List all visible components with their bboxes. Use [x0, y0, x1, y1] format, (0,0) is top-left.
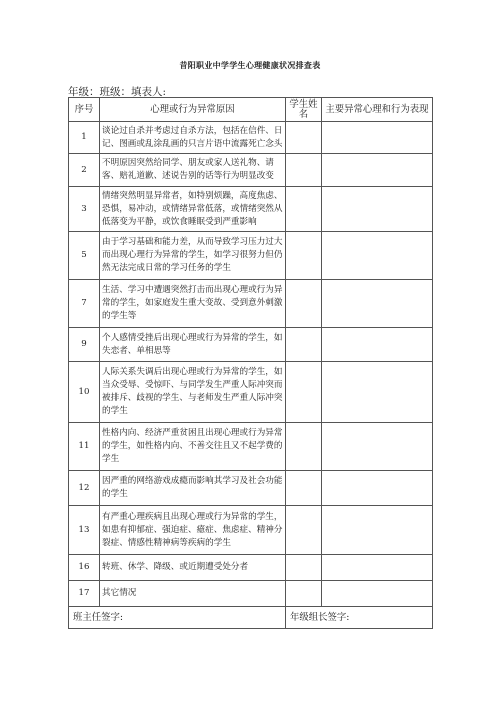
table-row	[69, 362, 433, 423]
symptoms-cell[interactable]	[322, 280, 433, 328]
row-reason	[100, 187, 286, 232]
row-reason	[100, 423, 286, 471]
student-name-cell[interactable]	[286, 122, 322, 154]
row-reason-text: 有严重心理疾病且出现心理或行为异常的学生，如患有抑郁症、强迫症、癔症、焦虑症、精神分裂症、情感性精神病等疾病的学生	[102, 511, 283, 548]
student-name-cell[interactable]	[286, 555, 322, 581]
document-title: 昔阳职业中学学生心理健康状况排查表	[179, 60, 321, 70]
symptoms-cell[interactable]	[322, 154, 433, 187]
symptoms-cell[interactable]	[322, 328, 433, 362]
col-header-symptoms: 主要异常心理和行为表现	[322, 98, 433, 122]
student-name-cell[interactable]	[286, 471, 322, 506]
row-number: 16	[69, 555, 100, 581]
row-reason	[100, 581, 286, 607]
row-reason-text: 不明原因突然给同学、朋友或家人送礼物、请客、赔礼道歉、述说告别的话等行为明显改变	[102, 158, 274, 181]
row-reason	[100, 154, 286, 187]
student-name-cell[interactable]	[286, 280, 322, 328]
col-header-number: 序号	[69, 98, 100, 122]
student-name-cell[interactable]	[286, 506, 322, 555]
student-name-cell[interactable]	[286, 362, 322, 423]
row-reason-text: 转班、休学、降级、或近期遭受处分者	[102, 562, 249, 572]
row-number: 9	[69, 328, 100, 362]
row-number: 13	[69, 506, 100, 555]
symptoms-cell[interactable]	[322, 471, 433, 506]
signature-row	[69, 607, 433, 629]
row-reason	[100, 555, 286, 581]
row-number: 3	[69, 187, 100, 232]
row-number: 10	[69, 362, 100, 423]
student-name-cell[interactable]	[286, 232, 322, 280]
table-row	[69, 506, 433, 555]
row-reason	[100, 280, 286, 328]
row-reason	[100, 122, 286, 154]
row-reason	[100, 506, 286, 555]
row-reason	[100, 362, 286, 423]
meta-line: 年级：班级：填表人:	[68, 86, 167, 98]
row-reason-text: 生活、学习中遭遇突然打击而出现心理或行为异常的学生，如家庭发生重大变故、受到意外刺激的学生等	[102, 285, 283, 321]
row-number: 7	[69, 280, 100, 328]
row-reason-text: 因严重的网络游戏成瘾而影响其学习及社会功能的学生	[102, 476, 283, 499]
col-header-reason: 心理或行为异常原因	[100, 98, 286, 122]
table-row	[69, 581, 433, 607]
row-reason	[100, 471, 286, 506]
symptoms-cell[interactable]	[322, 187, 433, 232]
table-row	[69, 471, 433, 506]
row-number: 12	[69, 471, 100, 506]
row-reason-text: 性格内向、经济严重贫困且出现心理或行为异常的学生，如性格内向、不善交往且又不起学费的学生	[102, 428, 283, 464]
symptoms-cell[interactable]	[322, 423, 433, 471]
student-name-cell[interactable]	[286, 581, 322, 607]
table-row	[69, 555, 433, 581]
symptoms-cell[interactable]	[322, 232, 433, 280]
symptoms-cell[interactable]	[322, 555, 433, 581]
row-reason	[100, 232, 286, 280]
row-reason-text: 个人感情受挫后出现心理或行为异常的学生，如失恋者、单相思等	[102, 332, 283, 356]
row-reason-text: 由于学习基础和能力差，从而导致学习压力过大而出现心理行为异常的学生，如学习很努力但仍然无法完成日常的学习任务的学生	[102, 237, 283, 273]
row-reason-text: 谈论过自杀并考虑过自杀方法，包括在信件、日记、图画或乱涂乱画的只言片语中流露死亡念头	[102, 125, 283, 149]
table-row	[69, 154, 433, 187]
symptoms-cell[interactable]	[322, 122, 433, 154]
table-row	[69, 122, 433, 154]
student-name-cell[interactable]	[286, 328, 322, 362]
symptoms-cell[interactable]	[322, 506, 433, 555]
row-number: 5	[69, 232, 100, 280]
row-number: 11	[69, 423, 100, 471]
grade-leader-signature[interactable]: 年级组长签字:	[286, 607, 433, 629]
table-row	[69, 328, 433, 362]
row-number: 2	[69, 154, 100, 187]
screening-table	[68, 97, 433, 629]
student-name-cell[interactable]	[286, 154, 322, 187]
header-row	[69, 98, 433, 122]
row-number: 1	[69, 122, 100, 154]
row-reason-text: 情绪突然明显异常者，如特别烦躁，高度焦虑、恐惧，易冲动，或情绪异常低落，或情绪突然从低落变为平静，或饮食睡眠受到严重影响	[102, 190, 283, 227]
table-row	[69, 187, 433, 232]
table-row	[69, 280, 433, 328]
table-row	[69, 423, 433, 471]
table-row	[69, 232, 433, 280]
homeroom-teacher-signature[interactable]: 班主任签字:	[69, 607, 286, 629]
symptoms-cell[interactable]	[322, 362, 433, 423]
symptoms-cell[interactable]	[322, 581, 433, 607]
row-reason-text: 人际关系失调后出现心理或行为异常的学生，如当众受辱、受惊吓、与同学发生严重人际冲突而被排斥、歧视的学生、与老师发生严重人际冲突的学生	[102, 367, 283, 416]
student-name-cell[interactable]	[286, 423, 322, 471]
student-name-cell[interactable]	[286, 187, 322, 232]
row-number: 17	[69, 581, 100, 607]
row-reason-text: 其它情况	[102, 588, 137, 598]
row-reason	[100, 328, 286, 362]
col-header-student-name: 学生姓名	[286, 98, 322, 122]
